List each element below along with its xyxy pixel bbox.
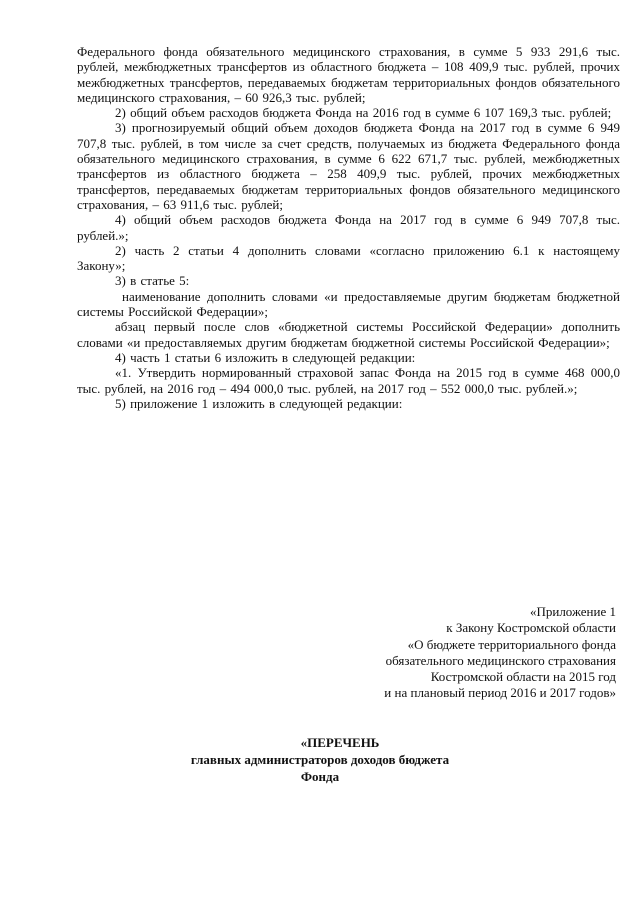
list-title — [0, 734, 640, 785]
paragraph-amendment-3-name: наименование дополнить словами «и предоставляемые другим бюджетам бюджетной системы Российской Федерации»; — [77, 288, 620, 320]
appendix-line: «О бюджете территориального фонда — [407, 636, 616, 652]
appendix-header — [384, 604, 616, 702]
title-line-3: Фонда — [300, 769, 340, 784]
paragraph-continuation: Федерального фонда обязательного медицинского страхования, в сумме 5 933 291,6 тыс. рублей, межбюджетных трансфертов из областного бюджета – 108 409,9 тыс. рублей, прочих межбюджетных трансфертов, передаваемых бюджетам территориальных фондов обязательного медицинского страхования, – 60 926,3 тыс. рублей; — [77, 44, 620, 105]
paragraph-amendment-5: 5) приложение 1 изложить в следующей редакции: — [115, 395, 403, 411]
paragraph-item-2-expenses-2016: 2) общий объем расходов бюджета Фонда на 2016 год в сумме 6 107 169,3 тыс. рублей; — [115, 105, 612, 121]
main-text — [77, 44, 620, 411]
appendix-line: и на плановый период 2016 и 2017 годов» — [384, 685, 616, 701]
appendix-line: к Закону Костромской области — [446, 620, 616, 636]
title-line-2: главных администраторов доходов бюджета — [190, 752, 450, 767]
paragraph-amendment-4-text: «1. Утвердить нормированный страховой запас Фонда на 2015 год в сумме 468 000,0 тыс. рублей, на 2016 год – 494 000,0 тыс. рублей, на 2017 год – 552 000,0 тыс. рублей.»; — [77, 365, 620, 396]
paragraph-amendment-3-first-para: абзац первый после слов «бюджетной системы Российской Федерации» дополнить словами «и предоставляемых другим бюджетам бюджетной системы Российской Федерации»; — [77, 319, 620, 350]
title-line-1: «ПЕРЕЧЕНЬ — [300, 735, 380, 750]
appendix-line: «Приложение 1 — [529, 604, 616, 619]
paragraph-amendment-3: 3) в статье 5: — [115, 273, 190, 289]
paragraph-amendment-2: 2) часть 2 статьи 4 дополнить словами «согласно приложению 6.1 к настоящему Закону»; — [77, 242, 620, 274]
paragraph-item-3-income-2017: 3) прогнозируемый общий объем доходов бюджета Фонда на 2017 год в сумме 6 949 707,8 тыс. рублей, в том числе за счет средств, получаемых из бюджета Федерального фонда обязательного медицинского страхования, в сумме 6 622 671,7 тыс. рублей, межбюджетных трансфертов из областного бюджета – 258 409,9 тыс. рублей, прочих межбюджетных трансфертов, передаваемых бюджетам территориальных фондов обязательного медицинского страхования, – 63 911,6 тыс. рублей; — [77, 120, 620, 212]
paragraph-amendment-4: 4) часть 1 статьи 6 изложить в следующей редакции: — [115, 349, 416, 365]
appendix-line: обязательного медицинского страхования — [385, 652, 616, 668]
paragraph-item-4-expenses-2017: 4) общий объем расходов бюджета Фонда на 2017 год в сумме 6 949 707,8 тыс. рублей.»; — [77, 212, 620, 243]
appendix-line: Костромской области на 2015 год — [430, 669, 616, 685]
